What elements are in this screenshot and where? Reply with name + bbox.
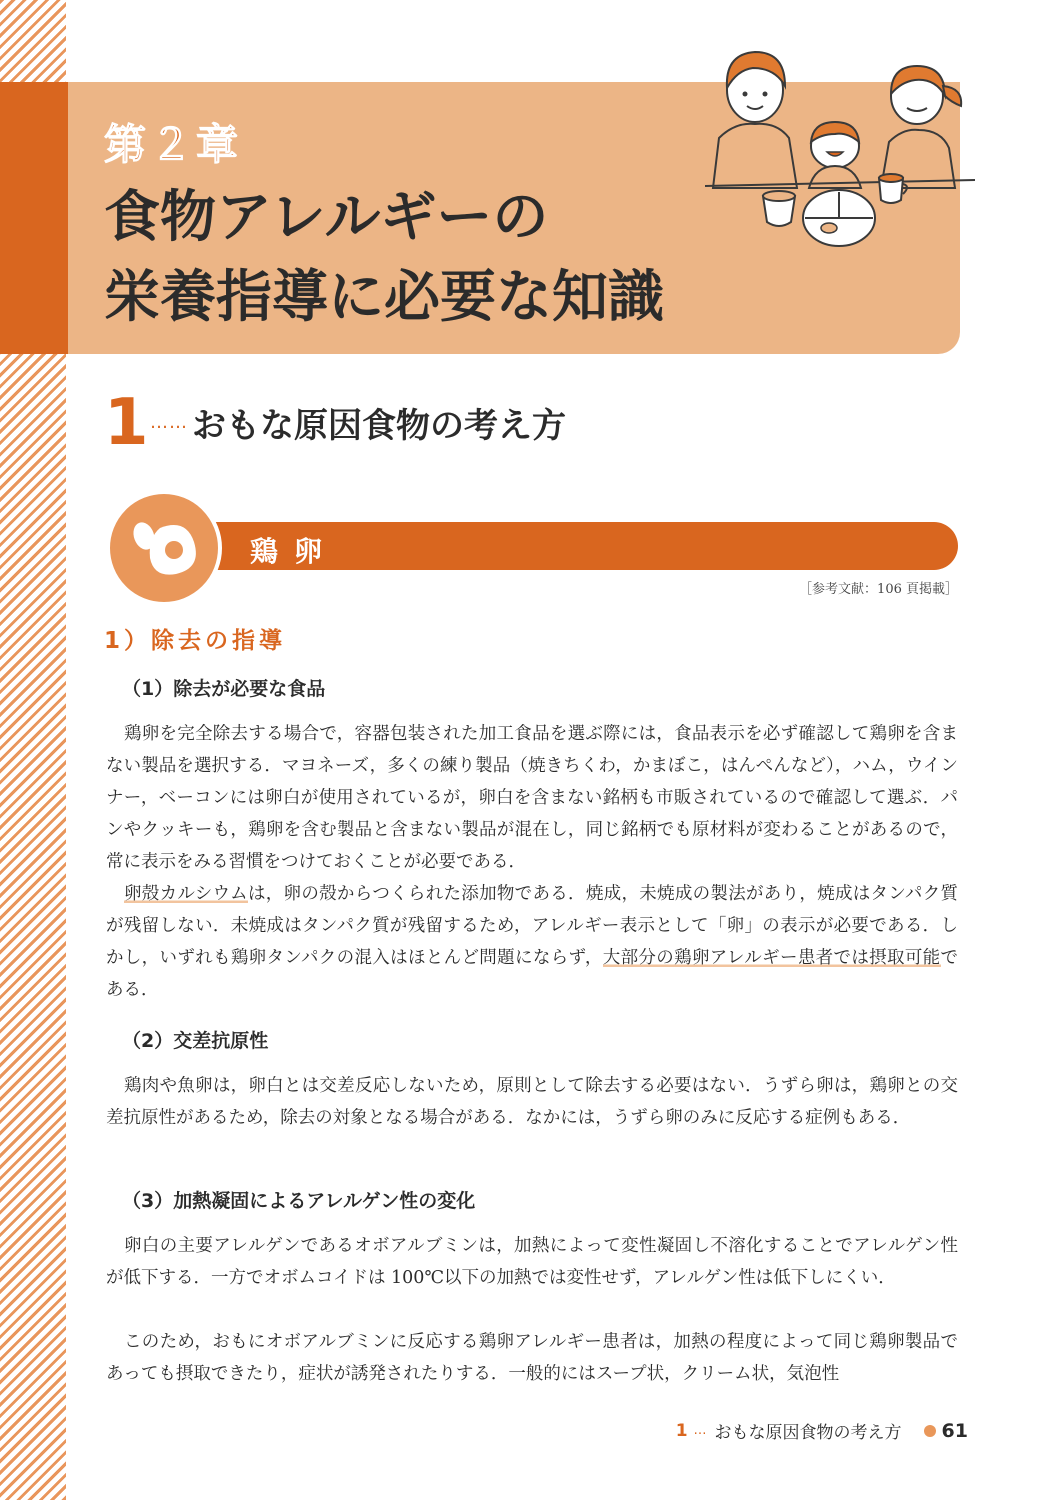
- paragraph-2: [106, 878, 958, 1006]
- footer-dots: …: [693, 1423, 707, 1438]
- chapter-title-line1: 食物アレルギーの: [104, 185, 549, 250]
- footer-section-number: 1: [675, 1420, 688, 1441]
- highlight-most-patients: 大部分の鶏卵アレルギー患者では摂取可能: [602, 948, 941, 968]
- chapter-label: 第２章: [104, 120, 243, 169]
- egg-icon: [124, 510, 204, 586]
- paragraph-2-end: である．: [106, 948, 958, 1000]
- paragraph-5: このため，おもにオボアルブミンに反応する鶏卵アレルギー患者は，加熱の程度によって同じ鶏卵製品であっても摂取できたり，症状が誘発されたりする．一般的にはスープ状，クリーム状，気泡性: [106, 1332, 958, 1384]
- highlight-egg-shell-calcium: 卵殻カルシウム: [124, 884, 248, 904]
- paragraph-1: 鶏卵を完全除去する場合で，容器包装された加工食品を選ぶ際には，食品表示を必ず確認して鶏卵を含まない製品を選択する．マヨネーズ，多くの練り製品（焼きちくわ，かまぼこ，はんぺんなど），ハム，ウインナー，ベーコンには卵白が使用されているが，卵白を含まない銘柄も市販されているので確認して選ぶ．パンやクッキーも，鶏卵を含む製品と含まない製品が混在し，同じ銘柄でも原材料が変わることがあるので，常に表示をみる習慣をつけておくことが必要である．: [106, 724, 958, 872]
- chapter-header-accent: [0, 82, 68, 354]
- item-heading-2: （2）交差抗原性: [122, 1030, 269, 1052]
- section-title: おもな原因食物の考え方: [192, 406, 566, 446]
- family-illustration: [705, 38, 975, 253]
- reference-note: ［参考文献：106 頁掲載］: [799, 582, 958, 597]
- footer-dot-icon: [924, 1425, 936, 1437]
- subsection-title: 1）除去の指導: [104, 628, 287, 654]
- page-footer: [676, 1418, 968, 1443]
- footer-section-title: おもな原因食物の考え方: [714, 1423, 902, 1443]
- paragraph-4: 卵白の主要アレルゲンであるオボアルブミンは，加熱によって変性凝固し不溶化することでアレルゲン性が低下する．一方でオボムコイドは 100℃以下の加熱では変性せず，アレルゲン性は低下しにくい．: [106, 1236, 958, 1288]
- chapter-title-line2: 栄養指導に必要な知識: [104, 265, 664, 330]
- chapter-title: [104, 178, 724, 338]
- item-heading-3: （3）加熱凝固によるアレルゲン性の変化: [122, 1190, 476, 1212]
- food-name: 鶏卵: [250, 535, 339, 568]
- section-number: 1: [104, 386, 149, 460]
- section-dots: ……: [150, 412, 188, 433]
- food-icon-circle: [106, 490, 222, 606]
- paragraph-2-body: は，卵の殻からつくられた添加物である．焼成，未焼成の製法があり，焼成はタンパク質が残留しない．未焼成はタンパク質が残留するため，アレルギー表示として「卵」の表示が必要である．しかし，いずれも鶏卵タンパクの混入はほとんど問題にならず，: [106, 884, 958, 968]
- page-number: 61: [941, 1419, 968, 1442]
- item-heading-1: （1）除去が必要な食品: [122, 678, 326, 700]
- paragraph-3: 鶏肉や魚卵は，卵白とは交差反応しないため，原則として除去する必要はない．うずら卵は，鶏卵との交差抗原性があるため，除去の対象となる場合がある．なかには，うずら卵のみに反応する症例もある．: [106, 1076, 958, 1128]
